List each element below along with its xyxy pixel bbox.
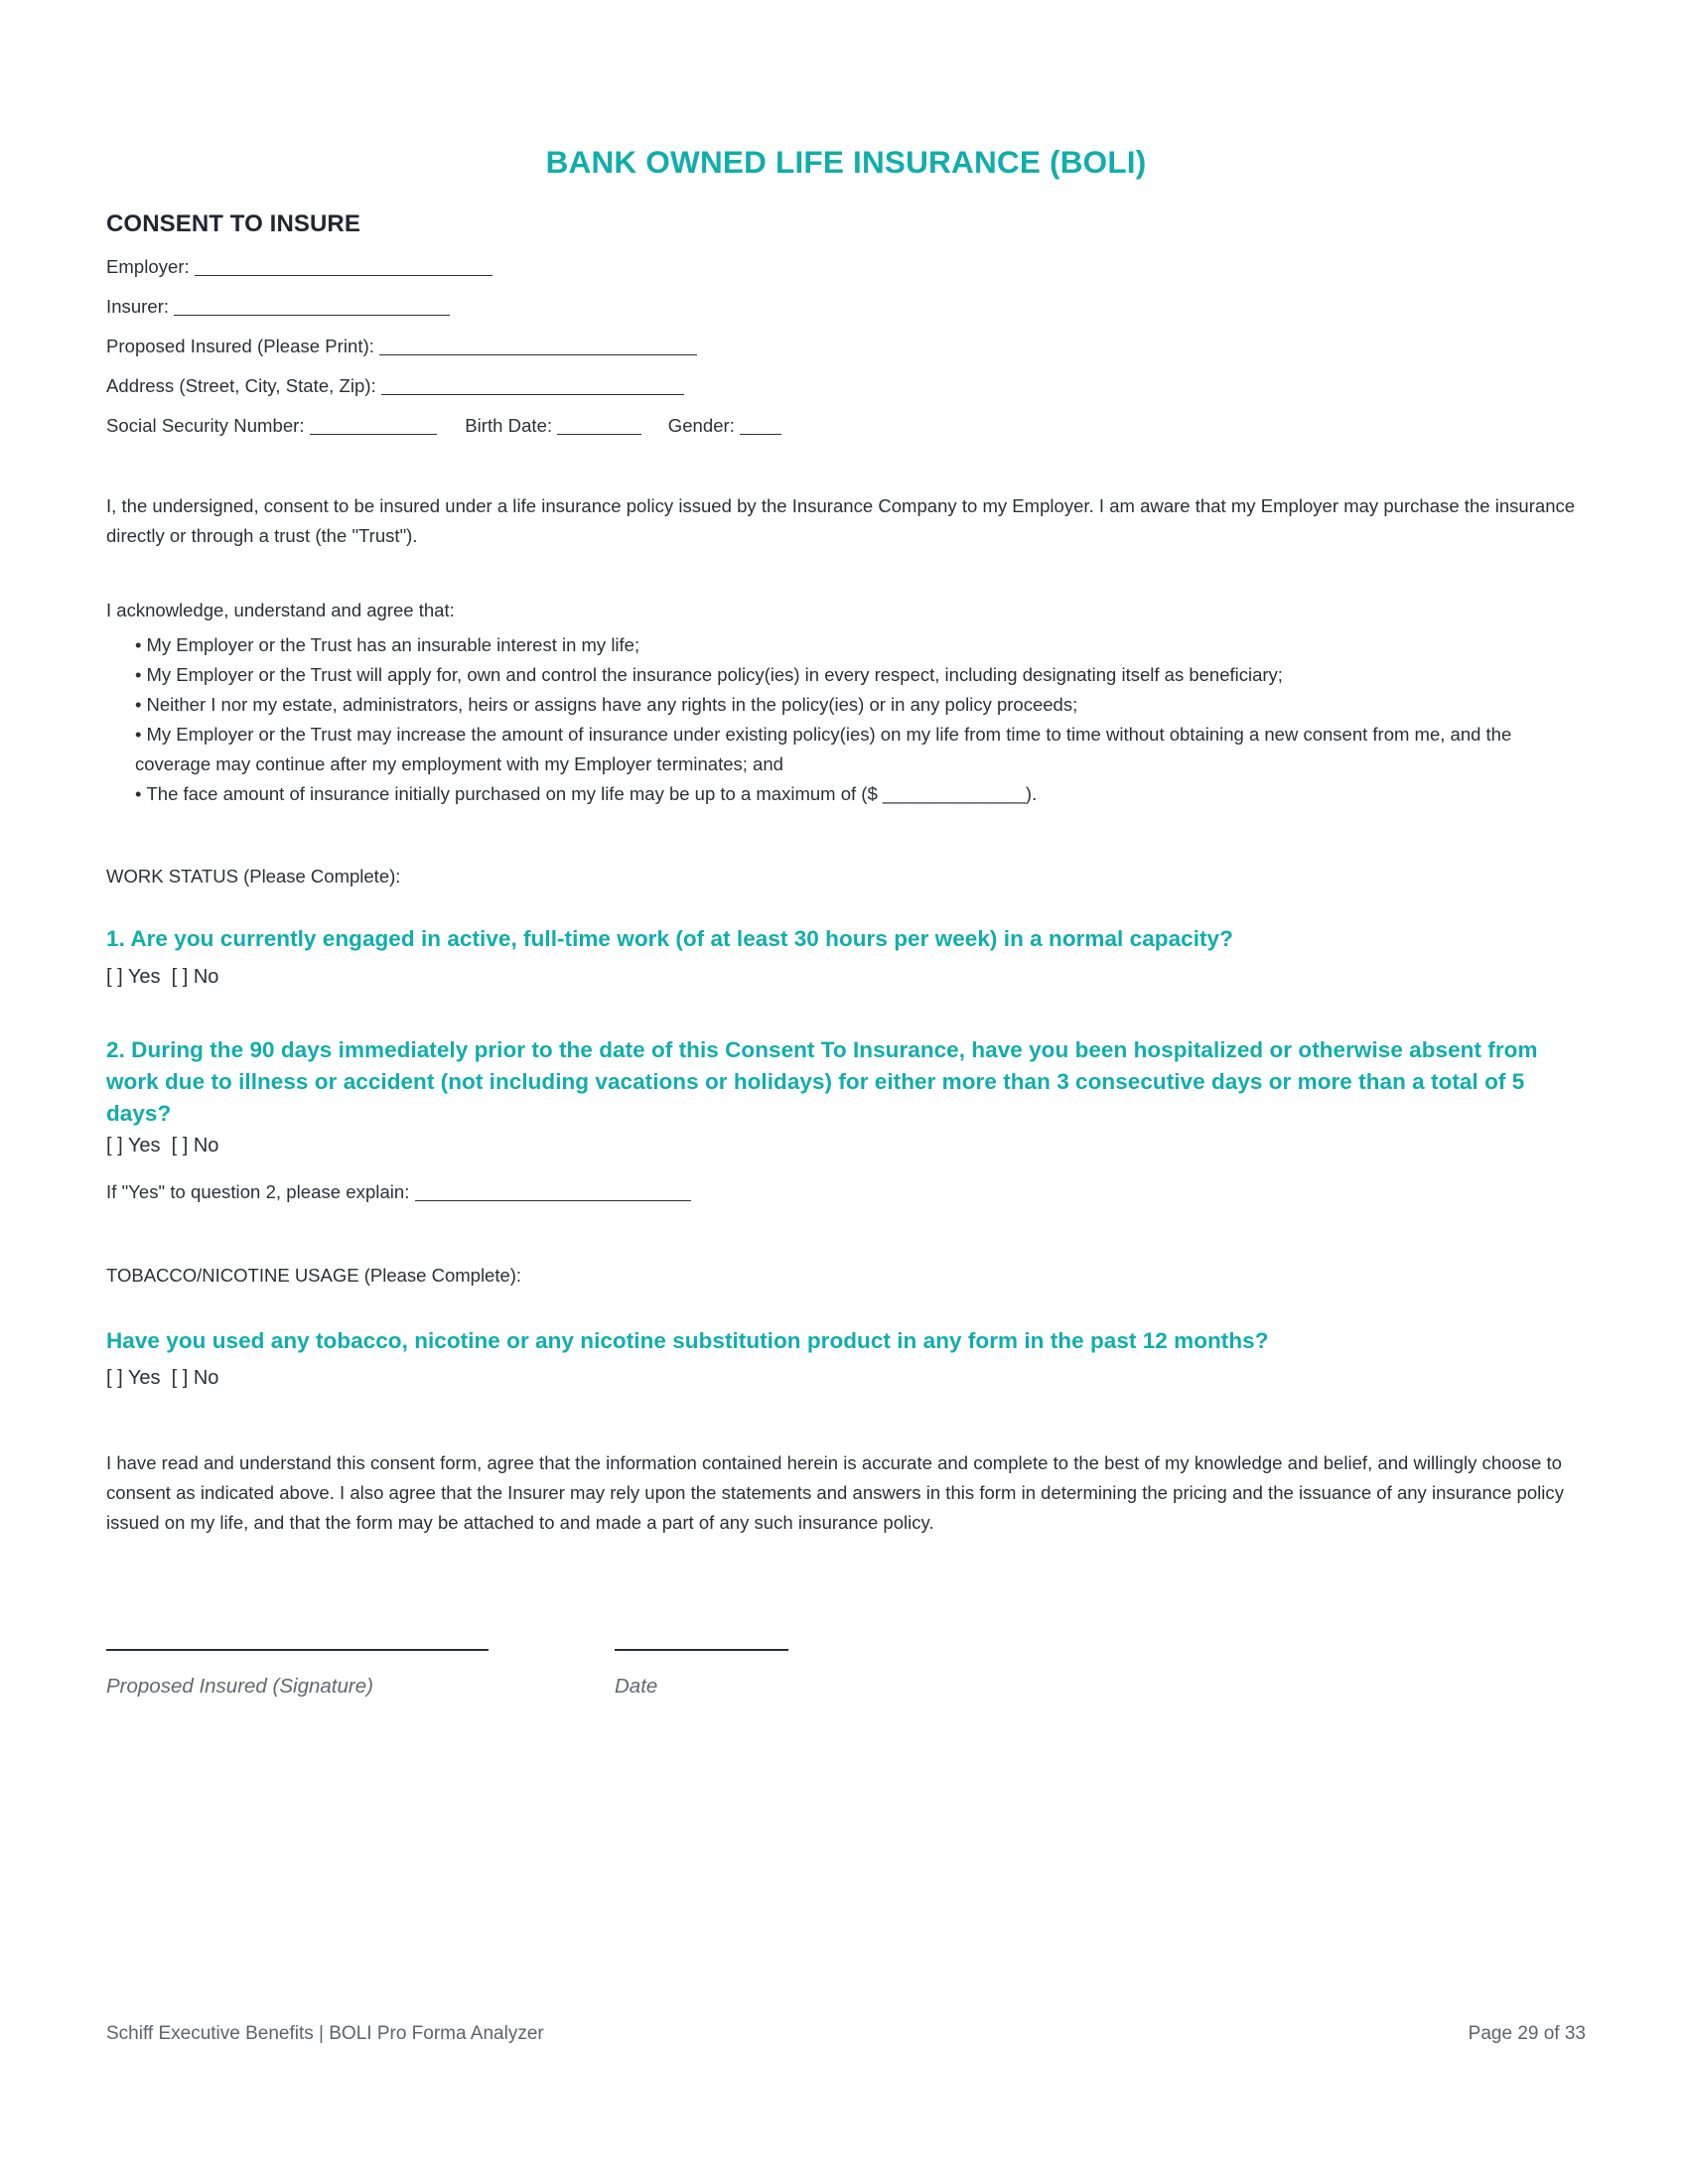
bullet-icon: • (135, 694, 142, 715)
question-1-answers[interactable]: [ ] Yes [ ] No (106, 966, 219, 988)
field-row-insurer (106, 296, 450, 318)
proposed-insured-label: Proposed Insured (Please Print): (106, 336, 374, 356)
address-label: Address (Street, City, State, Zip): (106, 375, 376, 396)
signature-rules (106, 1649, 801, 1652)
tobacco-question: Have you used any tobacco, nicotine or any nicotine substitution product in any form in the past 12 months? (106, 1328, 1269, 1353)
list-item-text: Neither I nor my estate, administrators, heirs or assigns have any rights in the policy(ies) or in any policy proceeds; (146, 694, 1078, 715)
employer-input[interactable] (195, 275, 492, 276)
list-item-text: My Employer or the Trust has an insurable interest in my life; (146, 634, 640, 655)
birth-date-label: Birth Date: (465, 415, 553, 436)
closing-paragraph: I have read and understand this consent form, agree that the information contained herein is accurate and complete to the best of my knowledge and belief, and willingly choose to consent as indicated above. I also agree that the Insurer may rely upon the statements and answers in this form in determining the pricing and the issuance of any insurance policy issued on my life, and that the form may be attached to and made a part of any such insurance policy. (106, 1452, 1564, 1533)
list-item-text: My Employer or the Trust will apply for, own and control the insurance policy(ies) in every respect, including designating itself as beneficiary; (146, 664, 1283, 685)
gender-input[interactable] (740, 434, 781, 435)
bullet-icon: • (135, 724, 142, 745)
list-item-text: The face amount of insurance initially purchased on my life may be up to a maximum of ($ ______________). (146, 783, 1038, 804)
list-item (106, 720, 1578, 779)
signature-label: Proposed Insured (Signature) (106, 1675, 373, 1698)
field-row-ssn-birth-gender (106, 415, 781, 437)
acknowledgment-lead-in: I acknowledge, understand and agree that: (106, 600, 455, 620)
bullet-icon: • (135, 783, 142, 804)
explain-input[interactable] (415, 1200, 691, 1201)
employer-label: Employer: (106, 256, 190, 277)
ssn-label: Social Security Number: (106, 415, 305, 436)
field-row-address (106, 375, 684, 397)
list-item (106, 779, 1578, 809)
list-item (106, 660, 1578, 690)
insurer-label: Insurer: (106, 296, 170, 317)
section-heading-consent-to-insure: CONSENT TO INSURE (106, 210, 360, 237)
list-item-text: My Employer or the Trust may increase the amount of insurance under existing policy(ies) on my life from time to time without obtaining a new consent from me, and the coverage may continue after my employment with my Employer terminates; and (135, 724, 1512, 774)
birth-date-input[interactable] (557, 434, 641, 435)
field-row-explain (106, 1181, 691, 1203)
list-item (106, 690, 1578, 720)
footer-source-label: Schiff Executive Benefits | BOLI Pro Forma Analyzer (106, 2023, 544, 2044)
signature-input[interactable] (106, 1649, 489, 1651)
date-input[interactable] (615, 1649, 788, 1651)
work-status-heading: WORK STATUS (Please Complete): (106, 866, 401, 887)
page-title: BANK OWNED LIFE INSURANCE (BOLI) (545, 144, 1147, 180)
question-2: 2. During the 90 days immediately prior to the date of this Consent To Insurance, have you been hospitalized or otherwise absent from work due to illness or accident (not including vacations or holidays) for either more than 3 consecutive days or more than a total of 5 days? (106, 1037, 1538, 1126)
bullet-icon: • (135, 634, 142, 655)
date-label: Date (615, 1675, 658, 1698)
intro-paragraph: I, the undersigned, consent to be insured under a life insurance policy issued by the Insurance Company to my Employer. I am aware that my Employer may purchase the insurance directly or through a trust (the "Trust"). (106, 495, 1576, 546)
explain-label: If "Yes" to question 2, please explain: (106, 1181, 410, 1202)
ssn-input[interactable] (310, 434, 437, 435)
tobacco-answers[interactable]: [ ] Yes [ ] No (106, 1367, 219, 1389)
field-row-proposed-insured (106, 336, 697, 357)
bullet-icon: • (135, 664, 142, 685)
question-2-answers[interactable]: [ ] Yes [ ] No (106, 1135, 219, 1157)
insurer-input[interactable] (174, 315, 450, 316)
address-input[interactable] (381, 394, 684, 395)
footer-page-number: Page 29 of 33 (1468, 2023, 1586, 2044)
gender-label: Gender: (667, 415, 735, 436)
question-1: 1. Are you currently engaged in active, full-time work (of at least 30 hours per week) in a normal capacity? (106, 926, 1233, 951)
tobacco-usage-heading: TOBACCO/NICOTINE USAGE (Please Complete): (106, 1265, 522, 1286)
acknowledgment-list (106, 630, 1578, 809)
field-row-employer (106, 256, 492, 278)
proposed-insured-input[interactable] (379, 354, 697, 355)
list-item (106, 630, 1578, 660)
page-footer (106, 2023, 1586, 2049)
